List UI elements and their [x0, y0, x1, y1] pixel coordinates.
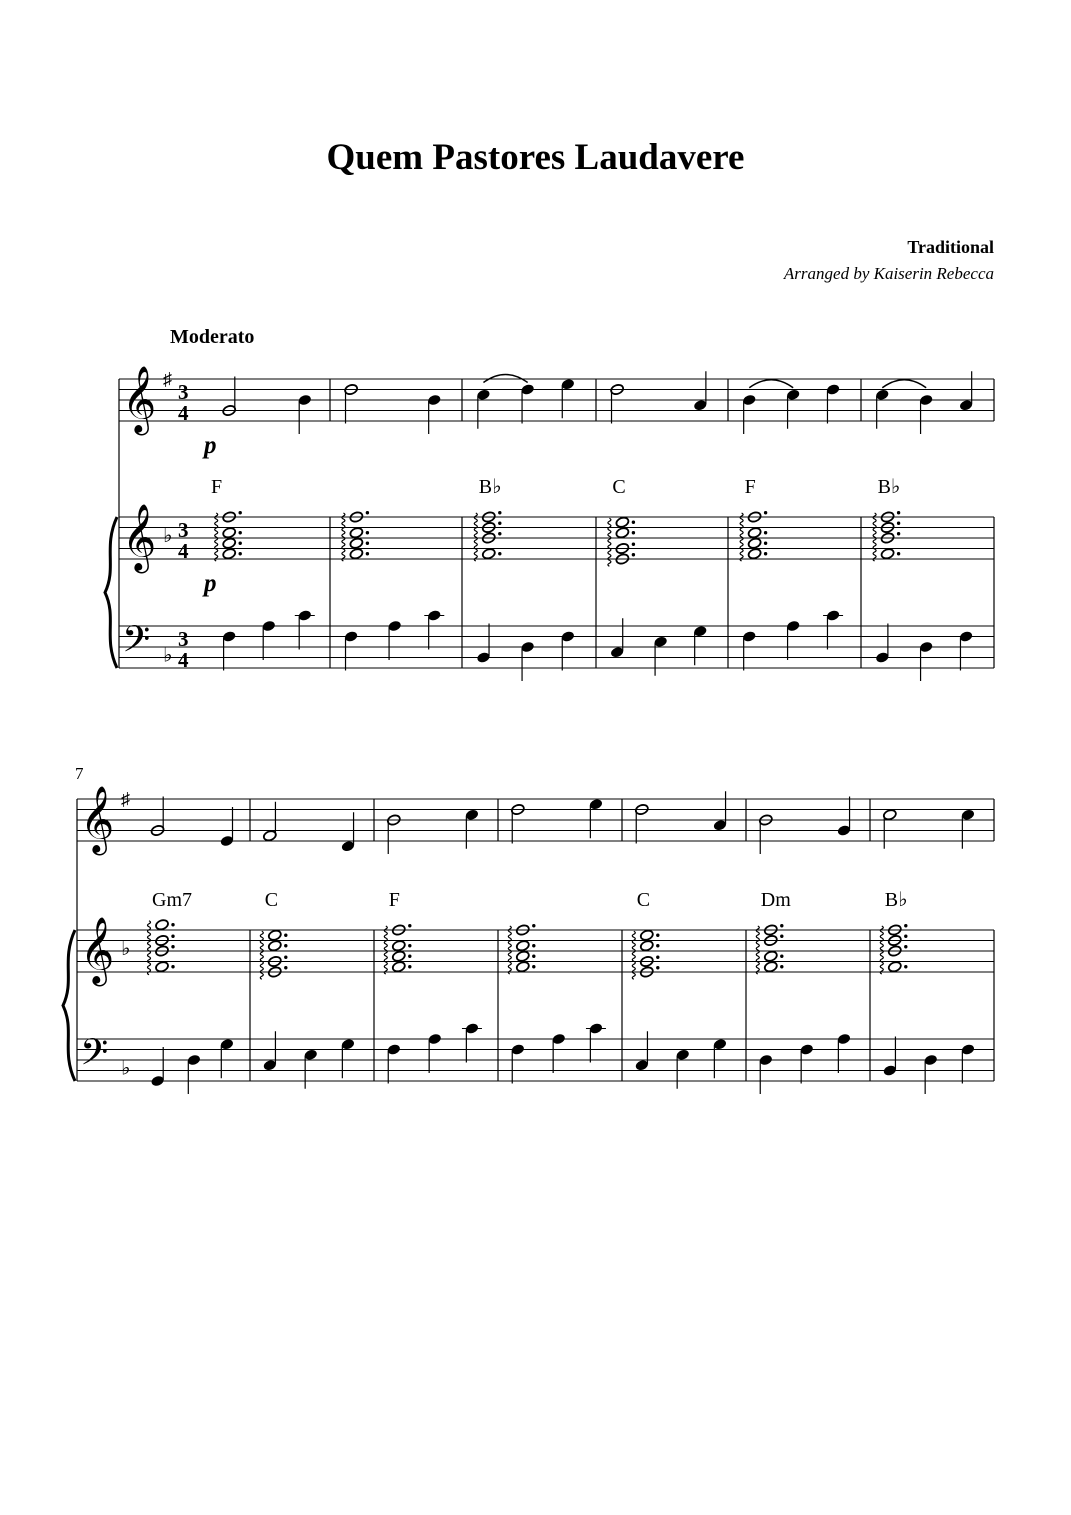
time-signature-denominator: 4 — [178, 401, 189, 425]
chord-note — [764, 961, 779, 973]
arpeggio-icon — [880, 926, 883, 974]
augmentation-dot — [408, 944, 411, 947]
chord-symbol: B♭ — [478, 476, 502, 498]
chord-note — [349, 527, 364, 539]
chord-symbol: F — [211, 476, 223, 498]
augmentation-dot — [632, 531, 635, 534]
chord-note — [222, 537, 237, 549]
arranger: Arranged by Kaiserin Rebecca — [783, 264, 994, 283]
chord-note — [268, 929, 283, 941]
augmentation-dot — [897, 522, 900, 525]
measure-number: 7 — [75, 764, 84, 783]
augmentation-dot — [532, 944, 535, 947]
augmentation-dot — [764, 552, 767, 555]
augmentation-dot — [904, 945, 907, 948]
chord-note — [392, 961, 407, 973]
augmentation-dot — [171, 965, 174, 968]
augmentation-dot — [239, 552, 242, 555]
augmentation-dot — [780, 965, 783, 968]
chord-note — [392, 940, 407, 952]
augmentation-dot — [171, 935, 174, 938]
arpeggio-icon — [873, 513, 876, 561]
arpeggio-icon — [508, 926, 511, 974]
augmentation-dot — [284, 944, 287, 947]
augmentation-dot — [239, 511, 242, 514]
augmentation-dot — [764, 531, 767, 534]
chord-symbol: F — [388, 889, 400, 911]
augmentation-dot — [408, 955, 411, 958]
augmentation-dot — [904, 935, 907, 938]
augmentation-dot — [904, 965, 907, 968]
chord-symbol: B♭ — [877, 476, 901, 498]
augmentation-dot — [656, 944, 659, 947]
augmentation-dot — [284, 966, 287, 969]
arpeggio-icon — [756, 926, 759, 974]
augmentation-dot — [408, 924, 411, 927]
augmentation-dot — [632, 543, 635, 546]
augmentation-dot — [498, 532, 501, 535]
chord-note — [222, 527, 237, 539]
time-signature-numerator: 3 — [178, 627, 189, 651]
arpeggio-icon — [342, 513, 345, 561]
chord-symbol: B♭ — [884, 889, 908, 911]
page-title: Quem Pastores Laudavere — [326, 137, 745, 178]
chord-symbol: F — [744, 476, 756, 498]
augmentation-dot — [656, 934, 659, 937]
chord-note — [747, 527, 762, 539]
chord-note — [222, 548, 237, 560]
augmentation-dot — [366, 542, 369, 545]
sharp-icon: ♯ — [121, 789, 130, 809]
slur — [749, 380, 793, 388]
augmentation-dot — [171, 945, 174, 948]
chord-note — [615, 527, 630, 539]
chord-note — [516, 961, 531, 973]
time-signature-numerator: 3 — [178, 518, 189, 542]
chord-note — [155, 919, 170, 931]
dynamic-marking: p — [204, 432, 217, 459]
augmentation-dot — [366, 552, 369, 555]
bass-clef-icon: 𝄢 — [80, 1032, 109, 1082]
augmentation-dot — [532, 924, 535, 927]
slur — [882, 380, 926, 388]
tempo-marking: Moderato — [170, 326, 255, 348]
augmentation-dot — [498, 511, 501, 514]
chord-note — [482, 548, 497, 560]
augmentation-dot — [656, 956, 659, 959]
chord-note — [747, 548, 762, 560]
flat-icon: ♭ — [163, 644, 173, 667]
augmentation-dot — [498, 522, 501, 525]
chord-note — [640, 940, 655, 952]
augmentation-dot — [532, 955, 535, 958]
augmentation-dot — [408, 965, 411, 968]
treble-clef-icon: 𝄞 — [122, 366, 157, 432]
piano-brace-icon — [105, 517, 117, 668]
flat-icon: ♭ — [121, 938, 131, 960]
chord-note — [392, 950, 407, 962]
augmentation-dot — [171, 923, 174, 926]
augmentation-dot — [239, 542, 242, 545]
chord-note — [349, 548, 364, 560]
arpeggio-icon — [215, 513, 218, 561]
augmentation-dot — [897, 552, 900, 555]
augmentation-dot — [632, 521, 635, 524]
augmentation-dot — [780, 955, 783, 958]
augmentation-dot — [366, 511, 369, 514]
treble-clef-icon: 𝄞 — [122, 504, 157, 570]
time-signature-denominator: 4 — [178, 648, 189, 672]
augmentation-dot — [532, 965, 535, 968]
chord-note — [747, 537, 762, 549]
flat-icon: ♭ — [163, 525, 173, 547]
bass-clef-icon: 𝄢 — [122, 619, 151, 669]
augmentation-dot — [239, 531, 242, 534]
augmentation-dot — [897, 532, 900, 535]
chord-note — [516, 940, 531, 952]
chord-note — [268, 940, 283, 952]
augmentation-dot — [498, 552, 501, 555]
augmentation-dot — [632, 553, 635, 556]
arpeggio-icon — [384, 926, 387, 974]
augmentation-dot — [284, 956, 287, 959]
piano-brace-icon — [63, 930, 75, 1081]
chord-note — [516, 950, 531, 962]
chord-note — [764, 950, 779, 962]
chord-note — [349, 537, 364, 549]
chord-note — [615, 516, 630, 528]
augmentation-dot — [904, 924, 907, 927]
augmentation-dot — [764, 542, 767, 545]
treble-clef-icon: 𝄞 — [80, 917, 115, 983]
chord-note — [888, 961, 903, 973]
time-signature-numerator: 3 — [178, 380, 189, 404]
chord-symbol: C — [264, 889, 279, 911]
flat-icon: ♭ — [121, 1057, 131, 1080]
sharp-icon: ♯ — [163, 369, 172, 389]
chord-symbol: Dm — [760, 889, 791, 911]
chord-note — [880, 548, 895, 560]
chord-note — [155, 961, 170, 973]
arpeggio-icon — [740, 513, 743, 561]
augmentation-dot — [897, 511, 900, 514]
arpeggio-icon — [148, 921, 151, 975]
chord-symbol: C — [636, 889, 651, 911]
composer: Traditional — [907, 237, 994, 257]
augmentation-dot — [284, 934, 287, 937]
time-signature-denominator: 4 — [178, 539, 189, 563]
augmentation-dot — [764, 511, 767, 514]
chord-note — [640, 929, 655, 941]
chord-symbol: Gm7 — [152, 889, 192, 911]
augmentation-dot — [780, 935, 783, 938]
chord-symbol: C — [612, 476, 626, 498]
arpeggio-icon — [474, 513, 477, 561]
augmentation-dot — [656, 966, 659, 969]
treble-clef-icon: 𝄞 — [80, 786, 115, 852]
dynamic-marking: p — [204, 570, 217, 597]
augmentation-dot — [780, 924, 783, 927]
augmentation-dot — [366, 531, 369, 534]
